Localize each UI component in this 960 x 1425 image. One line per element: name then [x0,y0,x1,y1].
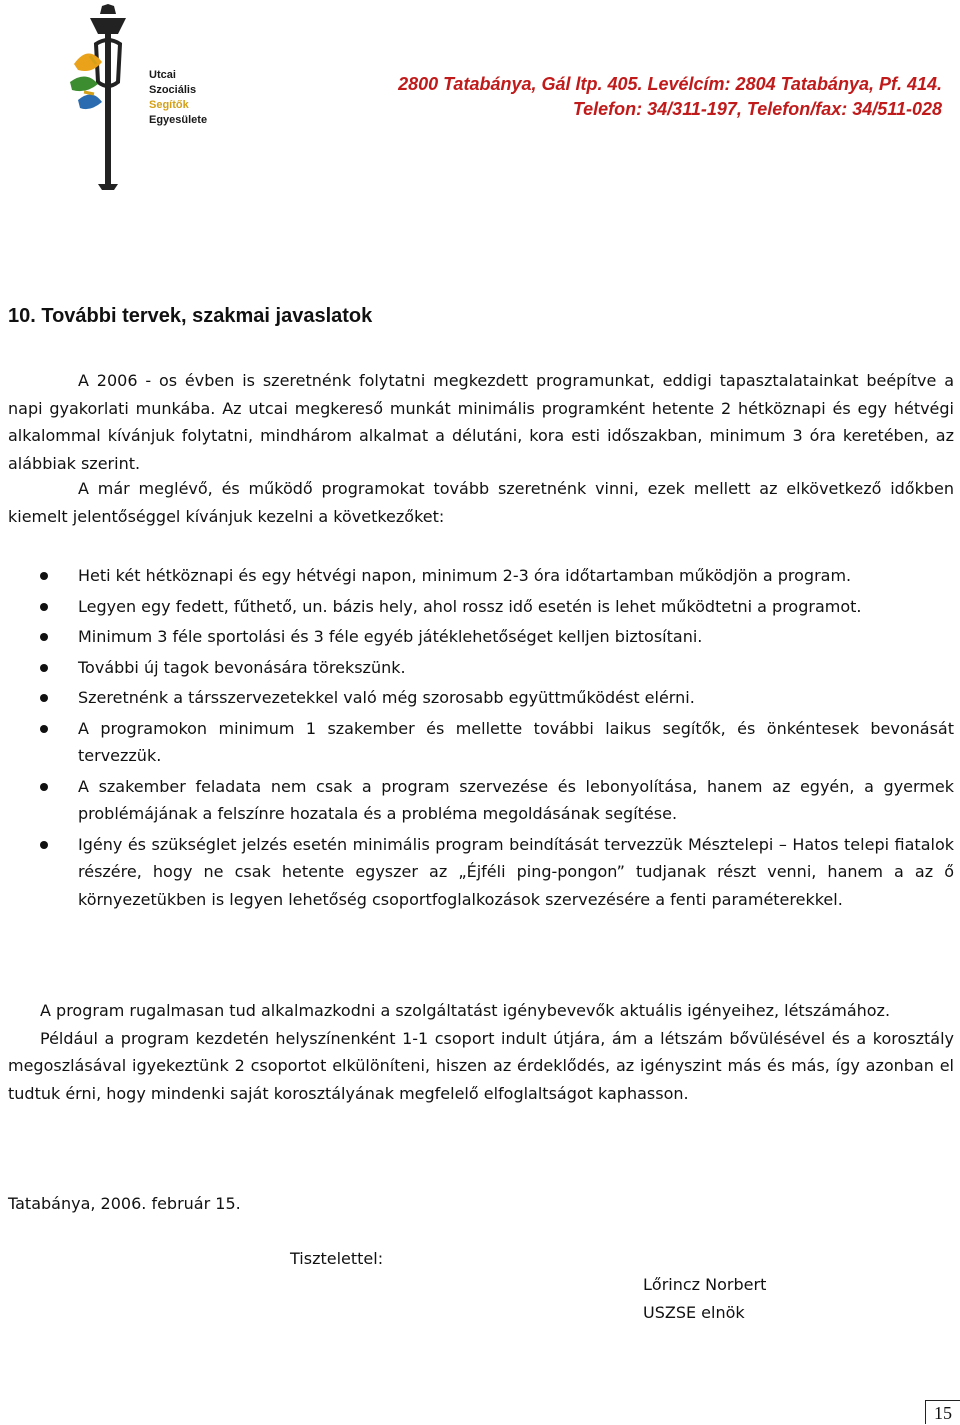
bullet-icon [40,783,48,791]
plans-list [0,562,954,916]
list-item [0,654,954,682]
letterhead-contact [398,72,942,122]
list-item-text: Minimum 3 féle sportolási és 3 féle egyéb játéklehetőséget kelljen biztosítani. [78,627,703,646]
letter-date: Tatabánya, 2006. február 15. [8,1194,241,1213]
paragraph-example [8,1025,954,1108]
org-name-line: Egyesülete [149,114,208,126]
list-item [0,593,954,621]
organization-name [149,68,207,128]
org-name-line: Segítők [149,99,189,111]
closing-paragraphs [8,997,954,1107]
signer-title: USZSE elnök [643,1302,745,1322]
list-item-text: Igény és szükséglet jelzés esetén minimális program beindítását tervezzük Mésztelepi – Hatos telepi fiatalok részére, hogy ne csak hetente egyszer az „Éjféli ping-pongon” tudjanak részt venni, hanem a az ő környezetükben is legyen lehetőség csoportfoglalkozások szervezésére a fenti paraméterekkel. [78,834,954,909]
letterhead-phone: Telefon: 34/311-197, Telefon/fax: 34/511-028 [572,99,942,119]
list-item [0,684,954,712]
paragraph-text: A már meglévő, és működő programokat tovább szeretnénk vinni, ezek mellett az elkövetkező időkben kiemelt jelentőséggel kívánjuk kezelni a következőket: [8,479,954,526]
bullet-icon [40,694,48,702]
bullet-icon [40,633,48,641]
list-item [0,831,954,914]
intro-paragraph [8,367,954,477]
paragraph-existing-programs [8,475,954,530]
bullet-icon [40,603,48,611]
list-item [0,562,954,590]
closing-salutation: Tisztelettel: [290,1249,384,1268]
list-item [0,715,954,770]
paragraph-text: A program rugalmasan tud alkalmazkodni a szolgáltatást igénybevevők aktuális igényeihez, létszámához. [40,1001,891,1020]
list-item-text: A programokon minimum 1 szakember és mellette további laikus segítők, és önkéntesek bevonását tervezzük. [78,718,954,765]
list-item-text: További új tagok bevonására törekszünk. [78,657,406,677]
org-name-line: Utcai [149,69,176,81]
bullet-icon [40,725,48,733]
bullet-icon [40,572,48,580]
paragraph-text: Például a program kezdetén helyszínenként 1-1 csoport indult útjára, ám a létszám bővülésével és a korosztály megoszlásával igyekeztünk 2 csoportot elkülöníteni, hiszen az érdeklődés, az igényszint más és más, így azonban el tudtuk érni, hogy mindenki saját korosztályának megfelelő elfoglaltságot kaphasson. [8,1028,954,1103]
signature-block [643,1271,766,1326]
list-item [0,623,954,651]
section-title: 10. További tervek, szakmai javaslatok [8,305,373,327]
signer-name: Lőrincz Norbert [643,1275,767,1294]
paragraph-flexibility [8,997,954,1025]
list-item [0,773,954,828]
bullet-icon [40,841,48,849]
intro-lead: A 2006 - os évben is szeretnénk folytatni megkezdett programunkat, eddigi tapasztalatainkat beépítve a napi gyakorlati munkába. [8,371,954,418]
list-item-text: Szeretnénk a társszervezetekkel való még szorosabb együttműködést elérni. [78,688,695,707]
list-item-text: Heti két hétköznapi és egy hétvégi napon, minimum 2-3 óra időtartamban működjön a program. [78,566,852,585]
intro-rest: Az utcai megkereső munkát minimális programként hetente 2 hétköznapi és egy hétvégi alkalommal kívánjuk folytatni, mindhárom alkalmat a délutáni, kora esti időszakban, minimum 3 óra keretében, az alábbiak szerint. [8,398,955,473]
organization-logo [68,4,148,190]
bullet-icon [40,664,48,672]
page-number: 15 [925,1400,960,1424]
list-item-text: A szakember feladata nem csak a program szervezése és lebonyolítása, hanem az egyén, a gyermek problémájának a felszínre hozatala és a probléma megoldásának segítése. [78,776,954,823]
list-item-text: Legyen egy fedett, fűthető, un. bázis hely, ahol rossz idő esetén is lehet működtetni a programot. [78,596,862,616]
org-name-line: Szociális [149,84,197,96]
letterhead-address: 2800 Tatabánya, Gál ltp. 405. Levélcím: 2804 Tatabánya, Pf. 414. [398,74,942,94]
